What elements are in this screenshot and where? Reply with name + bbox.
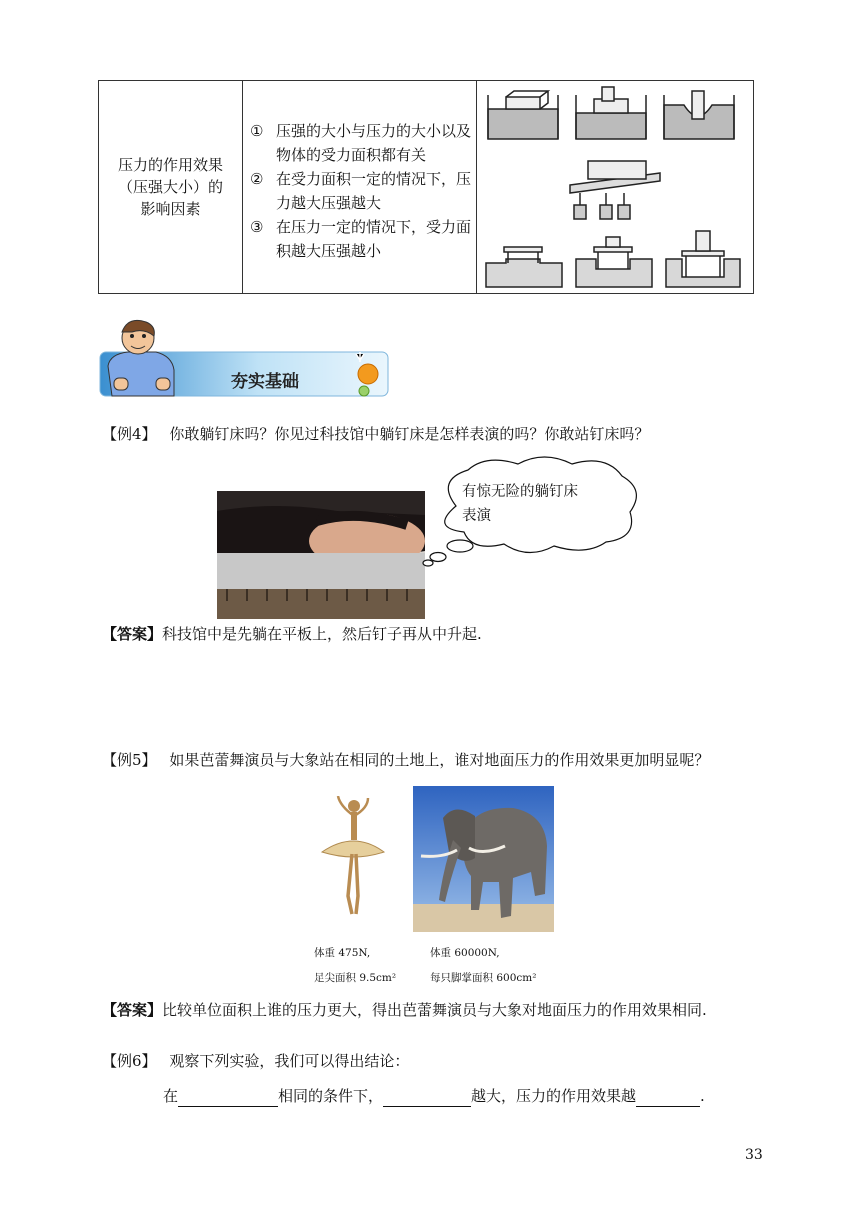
item-text: 在压力一定的情况下，受力面积越大压强越小 bbox=[276, 218, 472, 260]
elephant-caption-line-1: 体重 60000N, bbox=[430, 947, 500, 959]
elephant-photo bbox=[413, 786, 554, 932]
example-5-answer bbox=[102, 999, 707, 1021]
header-line-2: （压强大小）的 bbox=[117, 178, 223, 196]
item-text: 压强的大小与压力的大小以及物体的受力面积都有关 bbox=[276, 122, 472, 164]
blank-field-2[interactable] bbox=[383, 1090, 471, 1107]
fill-text-4: . bbox=[700, 1087, 705, 1105]
answer-text: 科技馆中是先躺在平板上，然后钉子再从中升起. bbox=[162, 625, 482, 643]
answer-label: 【答案】 bbox=[102, 625, 163, 643]
experiment-figure-cell bbox=[476, 81, 753, 293]
conclusion-item bbox=[250, 119, 475, 167]
board-weights bbox=[570, 161, 660, 219]
example-4-answer bbox=[102, 623, 482, 645]
thought-bubble bbox=[416, 456, 644, 568]
ballerina-image bbox=[318, 796, 388, 920]
example-6-question bbox=[102, 1050, 409, 1072]
answer-label: 【答案】 bbox=[102, 1001, 163, 1019]
item-number: ② bbox=[250, 170, 264, 188]
example-label: 【例5】 bbox=[102, 751, 157, 769]
question-text: 如果芭蕾舞演员与大象站在相同的土地上，谁对地面压力的作用效果更加明显呢？ bbox=[169, 751, 710, 769]
example-label: 【例6】 bbox=[102, 1052, 157, 1070]
sponge-box-3 bbox=[664, 91, 734, 139]
cartoon-teacher-icon bbox=[108, 320, 174, 396]
section-banner bbox=[98, 318, 392, 400]
item-text: 在受力面积一定的情况下，压力越大压强越大 bbox=[276, 170, 472, 212]
ballerina-figure bbox=[318, 796, 388, 920]
factors-table bbox=[98, 80, 754, 294]
elephant-image bbox=[413, 786, 554, 932]
question-text: 观察下列实验，我们可以得出结论： bbox=[169, 1052, 410, 1070]
fill-in-sentence bbox=[163, 1085, 705, 1107]
sponge-box-1 bbox=[488, 91, 558, 139]
example-4-question bbox=[102, 423, 649, 445]
dancer-caption-line-1: 体重 475N, bbox=[314, 947, 371, 959]
pressure-experiment-diagram bbox=[476, 81, 753, 293]
item-number: ① bbox=[250, 122, 264, 140]
sand-table-2 bbox=[576, 237, 652, 287]
question-text: 你敢躺钉床吗？你见过科技馆中躺钉床是怎样表演的吗？你敢站钉床吗？ bbox=[169, 425, 650, 443]
header-line-1: 压力的作用效果 bbox=[117, 156, 223, 174]
fill-text-1: 在 bbox=[163, 1087, 179, 1105]
sand-table-1 bbox=[486, 247, 562, 287]
blank-field-3[interactable] bbox=[636, 1090, 700, 1107]
bed-of-nails-photo bbox=[217, 491, 425, 619]
item-number: ③ bbox=[250, 218, 264, 236]
sponge-box-2 bbox=[576, 87, 646, 139]
table-header-cell bbox=[99, 81, 243, 293]
example-5-question bbox=[102, 749, 709, 771]
fill-text-2: 相同的条件下， bbox=[278, 1087, 384, 1105]
elephant-caption-line-2: 每只脚掌面积 600cm² bbox=[430, 972, 537, 984]
banner-title: 夯实基础 bbox=[231, 372, 299, 392]
fill-text-3: 越大，压力的作用效果越 bbox=[471, 1087, 637, 1105]
page-number: 33 bbox=[745, 1147, 763, 1163]
dancer-caption-line-2: 足尖面积 9.5cm² bbox=[314, 972, 397, 984]
blank-field-1[interactable] bbox=[178, 1090, 278, 1107]
bubble-text: 有惊无险的躺钉床表演 bbox=[462, 484, 578, 524]
bed-of-nails-image bbox=[217, 491, 425, 619]
header-line-3: 影响因素 bbox=[140, 200, 201, 218]
conclusion-cell bbox=[242, 81, 477, 293]
answer-text: 比较单位面积上谁的压力更大，得出芭蕾舞演员与大象对地面压力的作用效果相同. bbox=[162, 1001, 707, 1019]
conclusion-item bbox=[250, 167, 475, 215]
example-label: 【例4】 bbox=[102, 425, 157, 443]
conclusion-item bbox=[250, 215, 475, 263]
sand-table-3 bbox=[666, 231, 740, 287]
